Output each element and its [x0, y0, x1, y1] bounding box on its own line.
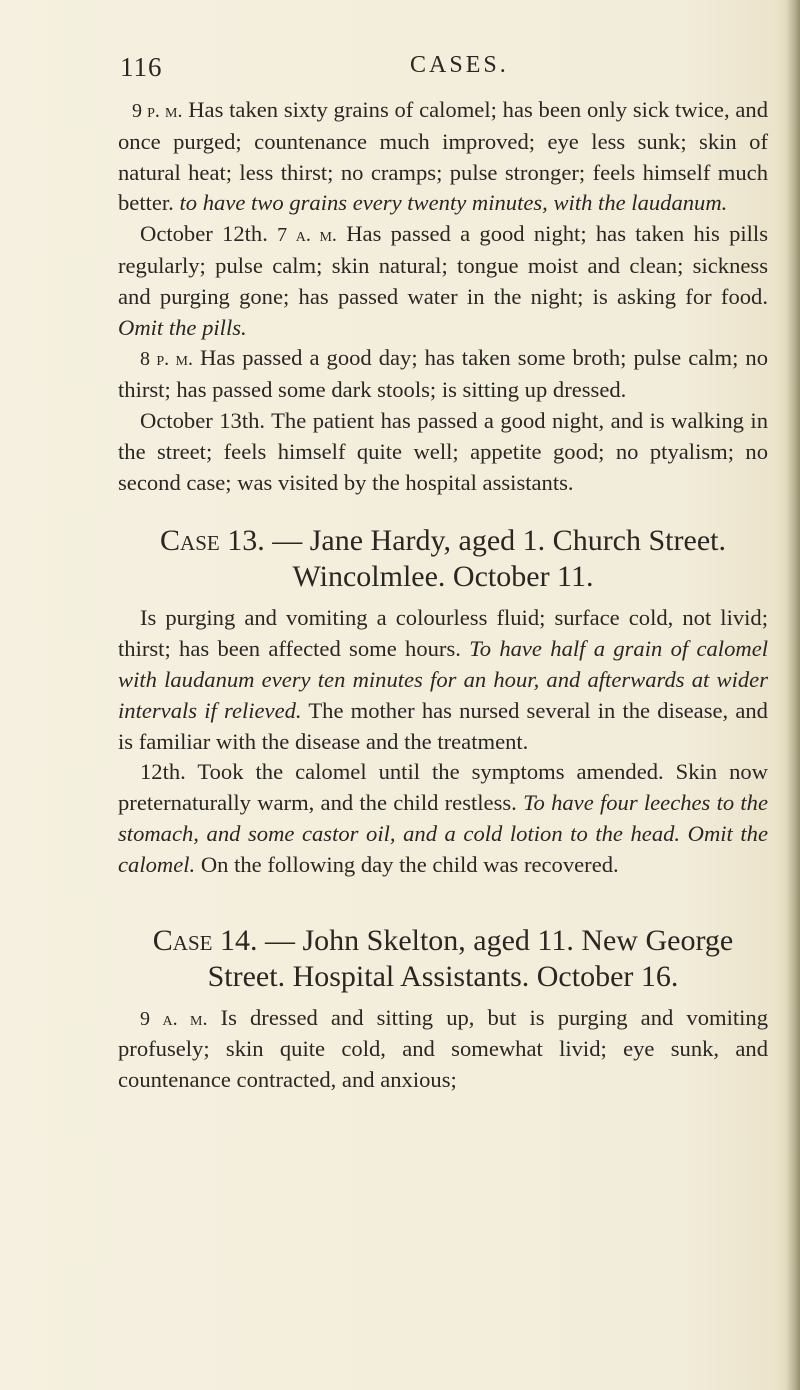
entry-time: 7 a. m.	[277, 224, 337, 247]
case-label: Case 14.	[152, 923, 258, 957]
page-edge-shadow	[786, 0, 800, 1390]
running-head: CASES.	[410, 52, 509, 78]
entry-date: 12th.	[140, 759, 186, 785]
case-text: On the following day the child was recovered.	[200, 851, 619, 877]
case-text: The mother has nursed several in the disease, and is familiar with the disease and the treatment.	[118, 697, 768, 754]
entry-date: October 13th.	[140, 407, 266, 433]
entry-time: 8 p. m.	[140, 348, 193, 371]
entry-text: Has passed a good day; has taken some broth; pulse calm; no thirst; has passed some dark stools; is sitting up dressed.	[118, 345, 769, 403]
case-text: Is purging and vomiting a colourless fluid; surface cold, not livid; thirst; has been affected some hours.	[118, 605, 768, 662]
entry-paragraph	[118, 343, 768, 406]
treatment-order: Omit the pills.	[118, 314, 247, 340]
case-label: Case 13.	[160, 524, 265, 558]
page-header	[120, 52, 760, 92]
case-paragraph	[118, 757, 768, 880]
section-gap	[118, 498, 768, 523]
body-text	[118, 95, 768, 1096]
case-text: Took the calomel until the symptoms amended. Skin now preternaturally warm, and the child restless.	[118, 759, 768, 816]
case-paragraph	[118, 1003, 768, 1096]
treatment-order: To have half a grain of calomel with laudanum every ten minutes for an hour, and afterwards at wider intervals if relieved.	[118, 636, 768, 723]
entry-date: October 12th.	[140, 221, 268, 247]
entry-paragraph	[118, 95, 768, 219]
case-title: — Jane Hardy, aged 1. Church Street. Wincolmlee. October 11.	[272, 524, 726, 594]
entry-text: Has taken sixty grains of calomel; has been only sick twice, and once purged; countenance much improved; eye less sunk; skin of natural heat; less thirst; no cramps; pulse stronger; feels himself much better.	[118, 97, 768, 216]
case-title: — John Skelton, aged 11. New George Street. Hospital Assistants. October 16.	[207, 923, 734, 993]
page-number: 116	[120, 52, 163, 82]
entry-paragraph	[118, 406, 768, 498]
case-heading	[118, 523, 768, 595]
treatment-order: To have four leeches to the stomach, and some castor oil, and a cold lotion to the head. Omit the calomel.	[118, 790, 768, 877]
heading-gap	[118, 595, 768, 603]
section-gap	[118, 881, 768, 923]
heading-gap	[118, 995, 768, 1003]
entry-time: 9 p. m.	[132, 100, 183, 122]
entry-paragraph	[118, 219, 768, 343]
treatment-order: to have two grains every twenty minutes, with the laudanum.	[179, 190, 728, 216]
case-paragraph	[118, 603, 768, 757]
entry-text: Has passed a good night; has taken his pills regularly; pulse calm; skin natural; tongue moist and clean; sickness and purging gone; has passed water in the night; is asking for food.	[118, 221, 769, 309]
case-heading	[118, 923, 768, 995]
entry-time: 9 a. m.	[140, 1007, 208, 1030]
case-text: Is dressed and sitting up, but is purging and vomiting profusely; skin quite cold, and somewhat livid; eye sunk, and countenance contracted, and anxious;	[118, 1004, 768, 1093]
entry-text: The patient has passed a good night, and is walking in the street; feels himself quite well; appetite good; no ptyalism; no second case; was visited by the hospital assistants.	[118, 407, 769, 495]
